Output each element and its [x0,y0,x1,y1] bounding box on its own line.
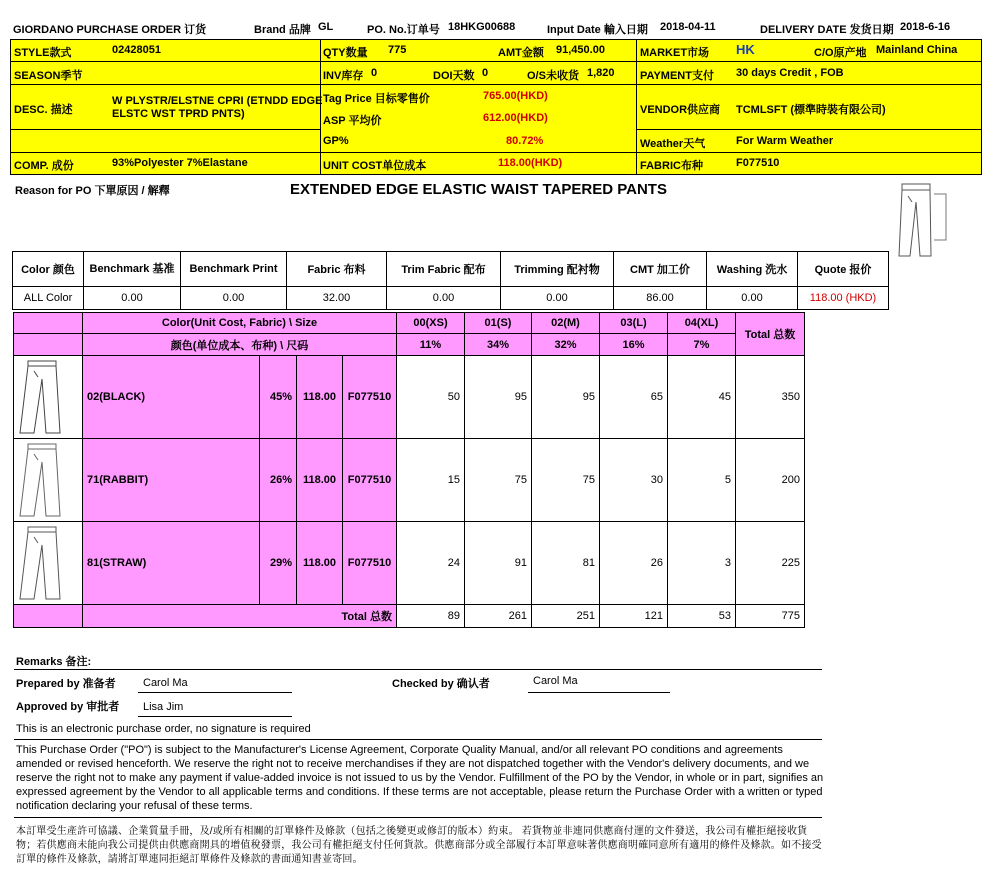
desc-value-line1: W PLYSTR/ELSTNE CPRI (ETNDD EDGE [112,95,323,107]
po-number-label: PO. No.订单号 [367,24,440,36]
unit-cost-value: 118.00(HKD) [498,157,563,169]
qty-cell: 50 [396,355,465,439]
qty-cell: 75 [464,438,532,522]
ratio-m: 32% [531,333,600,356]
cost-cell-washing: 0.00 [706,286,798,310]
gp-value: 80.72% [506,135,544,147]
qty-cell: 30 [599,438,668,522]
footer-cell: 261 [464,604,532,628]
qty-cell: 91 [464,521,532,605]
approved-value: Lisa Jim [143,701,184,713]
reason-label: Reason for PO 下單原因 / 解釋 [15,185,170,197]
row-pct: 26% [259,438,297,522]
style-label: STYLE款式 [14,47,72,59]
vendor-value: TCMLSFT (標準時裝有限公司) [736,104,886,116]
cost-cell-trim-fabric: 0.00 [386,286,501,310]
qty-cell: 95 [531,355,600,439]
unit-cost-label: UNIT COST单位成本 [323,160,427,172]
cost-header-color: Color 颜色 [12,251,84,287]
cost-cell-benchmark: 0.00 [83,286,181,310]
swatch-straw [13,521,83,605]
tag-price-label: Tag Price 目标零售价 [323,93,430,105]
cost-cell-fabric: 32.00 [286,286,387,310]
footer-cell: 89 [396,604,465,628]
qty-cell: 81 [531,521,600,605]
row-fabric: F077510 [342,355,397,439]
po-title: GIORDANO PURCHASE ORDER 订货 [13,24,207,36]
doi-value: 0 [482,67,489,79]
terms-chinese: 本訂單受生產許可協議、企業質量手冊，及/或所有相關的訂單條件及條款（包括之後變更或修訂的版本）約束。 若貨物並非連同供應商付運的文件發送，我公司有權拒絕接收貨物；若供應商未能向我公司提供由供應商開具的增值稅發票，我公司有權拒絕支付任何貨款。供應商部分或全部履行本訂單意味著供應商明確同意所有適用的條件及條款。如不接受訂單的條件及條款，請將訂單連同拒絕訂單條件及條款的書面通知書並寄回。 [16,826,822,865]
fabric-label: FABRIC布种 [640,160,703,172]
comp-value: 93%Polyester 7%Elastane [112,157,248,169]
os-value: 1,820 [587,67,615,79]
footer-cell: 121 [599,604,668,628]
qty-label: QTY数量 [323,47,368,59]
row-cost: 118.00 [296,438,343,522]
qty-cell: 45 [667,355,736,439]
size-header-1: Color(Unit Cost, Fabric) \ Size [82,312,397,334]
asp-value: 612.00(HKD) [483,112,548,124]
style-value: 02428051 [112,44,161,56]
size-xs: 00(XS) [396,312,465,334]
origin-label: C/O原产地 [814,47,867,59]
row-fabric: F077510 [342,438,397,522]
comp-label: COMP. 成份 [14,160,74,172]
product-sketch-image [896,180,948,260]
row-pct: 45% [259,355,297,439]
qty-cell: 5 [667,438,736,522]
electronic-note: This is an electronic purchase order, no signature is required [16,723,311,735]
doi-label: DOI天数 [433,70,475,82]
row-total: 200 [735,438,805,522]
gp-label: GP% [323,135,349,147]
size-table [13,312,805,628]
footer-cell: 251 [531,604,600,628]
origin-value: Mainland China [876,44,958,56]
payment-label: PAYMENT支付 [640,70,714,82]
ratio-l: 16% [599,333,668,356]
cost-header-washing: Washing 洗水 [706,251,798,287]
row-cost: 118.00 [296,355,343,439]
ratio-xs: 11% [396,333,465,356]
cost-header-quote: Quote 报价 [797,251,889,287]
ratio-xl: 7% [667,333,736,356]
swatch-black [13,355,83,439]
row-color: 71(RABBIT) [82,438,260,522]
tag-price-value: 765.00(HKD) [483,90,548,102]
size-total-header: Total 总数 [735,312,805,356]
brand-value: GL [318,21,334,33]
cost-header-trimming: Trimming 配衬物 [500,251,614,287]
prepared-value: Carol Ma [143,677,188,689]
qty-value: 775 [388,44,407,56]
qty-cell: 15 [396,438,465,522]
delivery-date-value: 2018-6-16 [900,21,951,33]
approved-label: Approved by 审批者 [16,701,120,713]
ratio-s: 34% [464,333,532,356]
row-fabric: F077510 [342,521,397,605]
desc-label: DESC. 描述 [14,104,73,116]
desc-value-line2: ELSTC WST TPRD PNTS) [112,108,245,120]
size-m: 02(M) [531,312,600,334]
footer-total-label: Total 总数 [82,604,397,628]
vendor-label: VENDOR供应商 [640,104,721,116]
amt-value: 91,450.00 [556,44,605,56]
size-xl: 04(XL) [667,312,736,334]
payment-value: 30 days Credit , FOB [736,67,844,79]
weather-value: For Warm Weather [736,135,834,147]
cost-cell-cmt: 86.00 [613,286,707,310]
cost-header-cmt: CMT 加工价 [613,251,707,287]
swatch-rabbit [13,438,83,522]
cost-header-benchmark-print: Benchmark Print [180,251,287,287]
row-total: 350 [735,355,805,439]
row-color: 02(BLACK) [82,355,260,439]
row-total: 225 [735,521,805,605]
cost-cell-benchmark-print: 0.00 [180,286,287,310]
season-label: SEASON季节 [14,70,83,82]
prepared-label: Prepared by 准备者 [16,678,116,690]
weather-label: Weather天气 [640,138,706,150]
amt-label: AMT金额 [498,47,544,59]
input-date-label: Input Date 輸入日期 [547,24,648,36]
delivery-date-label: DELIVERY DATE 发货日期 [760,24,894,36]
remarks-label: Remarks 备注: [16,656,92,668]
size-header-2: 颜色(单位成本、布种) \ 尺码 [82,333,397,356]
cost-cell-color: ALL Color [12,286,84,310]
qty-cell: 3 [667,521,736,605]
market-value: HK [736,42,755,57]
fabric-value: F077510 [736,157,780,169]
inv-label: INV库存 [323,70,364,82]
footer-cell: 53 [667,604,736,628]
cost-cell-trimming: 0.00 [500,286,614,310]
footer-grand-total: 775 [735,604,805,628]
os-label: O/S未收货 [527,70,579,82]
qty-cell: 26 [599,521,668,605]
checked-value: Carol Ma [533,675,578,687]
po-number-value: 18HKG00688 [448,21,516,33]
cost-cell-quote: 118.00 (HKD) [797,286,889,310]
inv-value: 0 [371,67,378,79]
input-date-value: 2018-04-11 [660,21,716,33]
asp-label: ASP 平均价 [323,115,382,127]
size-l: 03(L) [599,312,668,334]
qty-cell: 75 [531,438,600,522]
checked-label: Checked by 确认者 [392,678,490,690]
cost-table [12,251,889,310]
cost-header-benchmark: Benchmark 基准 [83,251,181,287]
row-cost: 118.00 [296,521,343,605]
row-color: 81(STRAW) [82,521,260,605]
qty-cell: 24 [396,521,465,605]
row-pct: 29% [259,521,297,605]
size-s: 01(S) [464,312,532,334]
cost-header-trim-fabric: Trim Fabric 配布 [386,251,501,287]
qty-cell: 95 [464,355,532,439]
cost-header-fabric: Fabric 布料 [286,251,387,287]
market-label: MARKET市场 [640,47,710,59]
product-title: EXTENDED EDGE ELASTIC WAIST TAPERED PANTS [290,181,667,198]
qty-cell: 65 [599,355,668,439]
brand-label: Brand 品牌 [254,24,311,36]
terms-english: This Purchase Order ("PO") is subject to the Manufacturer's License Agreement, Corporate Quality Manual, and/or all relevant PO conditions and agreements amended or revised henceforth. We reserve the right not to receive merchandises if they are not dispatched together with the Vendor's delivery documents, and we reserve the right not to make any payment if value-added invoice is not issued to us by the Vendor. Fulfillment of the PO by the Vendor, in whole or in part, signifies an expressed agreement by the Vendor to all applicable terms and conditions. If these terms are not acceptable, please return the Purchase Order with a written or typed notification declaring your refusal of these terms. [16,744,824,812]
